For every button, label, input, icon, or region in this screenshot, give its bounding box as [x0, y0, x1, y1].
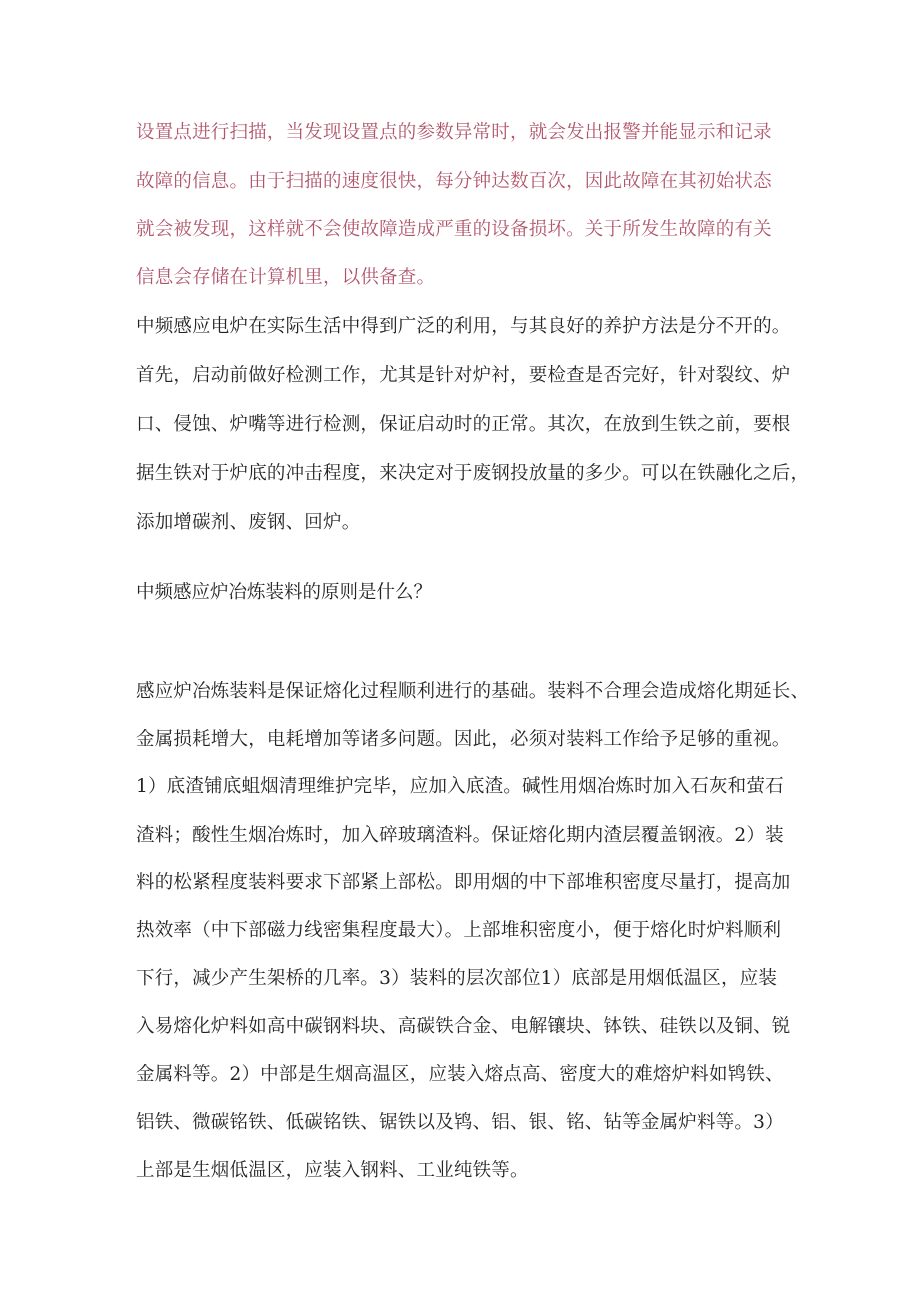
intro-line: 信息会存储在计算机里，以供备查。 — [136, 267, 436, 288]
charging-line: 热效率（中下部磁力线密集程度最大）。上部堆积密度小，便于熔化时炉料顺利 — [136, 920, 782, 941]
maintenance-line: 添加增碳剂、废钢、回炉。 — [136, 512, 361, 533]
charging-line: 料的松紧程度装料要求下部紧上部松。即用烟的中下部堆积密度尽量打，提高加 — [136, 872, 791, 893]
charging-line: 感应炉冶炼装料是保证熔化过程顺利进行的基础。装料不合理会造成熔化期延长、 — [136, 681, 810, 702]
charging-line: 入易熔化炉料如高中碳钢料块、高碳铁合金、电解镶块、钵铁、硅铁以及铜、锐 — [136, 1016, 791, 1037]
intro-line: 故障的信息。由于扫描的速度很快，每分钟达数百次，因此故障在其初始状态 — [136, 171, 772, 192]
charging-line: 下行，减少产生架桥的几率。3）装料的层次部位1）底部是用烟低温区，应装 — [136, 968, 778, 989]
intro-line: 就会被发现，这样就不会使故障造成严重的设备损坏。关于所发生故障的有关 — [136, 219, 772, 240]
charging-line: 金属损耗增大，电耗增加等诸多问题。因此，必须对装料工作给予足够的重视。 — [136, 729, 791, 750]
charging-line: 1）底渣铺底蛆烟清理维护完毕，应加入底渣。碱性用烟冶炼时加入石灰和萤石 — [136, 776, 784, 797]
maintenance-line: 口、侵蚀、炉嘴等进行检测，保证启动时的正常。其次，在放到生铁之前，要根 — [136, 414, 791, 435]
maintenance-line: 据生铁对于炉底的冲击程度，来决定对于废钢投放量的多少。可以在铁融化之后， — [136, 463, 810, 484]
section-heading: 中频感应炉冶炼装料的原则是什么？ — [136, 582, 433, 603]
charging-line: 渣料；酸性生烟冶炼时，加入碎玻璃渣料。保证熔化期内渣层覆盖钢液。2）装 — [136, 825, 784, 846]
charging-line: 金属料等。2）中部是生烟高温区，应装入熔点高、密度大的难熔炉料如鸨铁、 — [136, 1064, 784, 1085]
charging-line: 上部是生烟低温区，应装入钢料、工业纯铁等。 — [136, 1160, 529, 1181]
intro-line: 设置点进行扫描，当发现设置点的参数异常时，就会发出报警并能显示和记录 — [136, 122, 772, 143]
maintenance-line: 首先，启动前做好检测工作，尤其是针对炉衬，要检查是否完好，针对裂纹、炉 — [136, 365, 791, 386]
charging-line: 铝铁、微碳铭铁、低碳铭铁、锯铁以及鸨、铝、银、铭、钻等金属炉料等。3） — [136, 1112, 784, 1133]
maintenance-line: 中频感应电炉在实际生活中得到广泛的利用，与其良好的养护方法是分不开的。 — [136, 316, 791, 337]
